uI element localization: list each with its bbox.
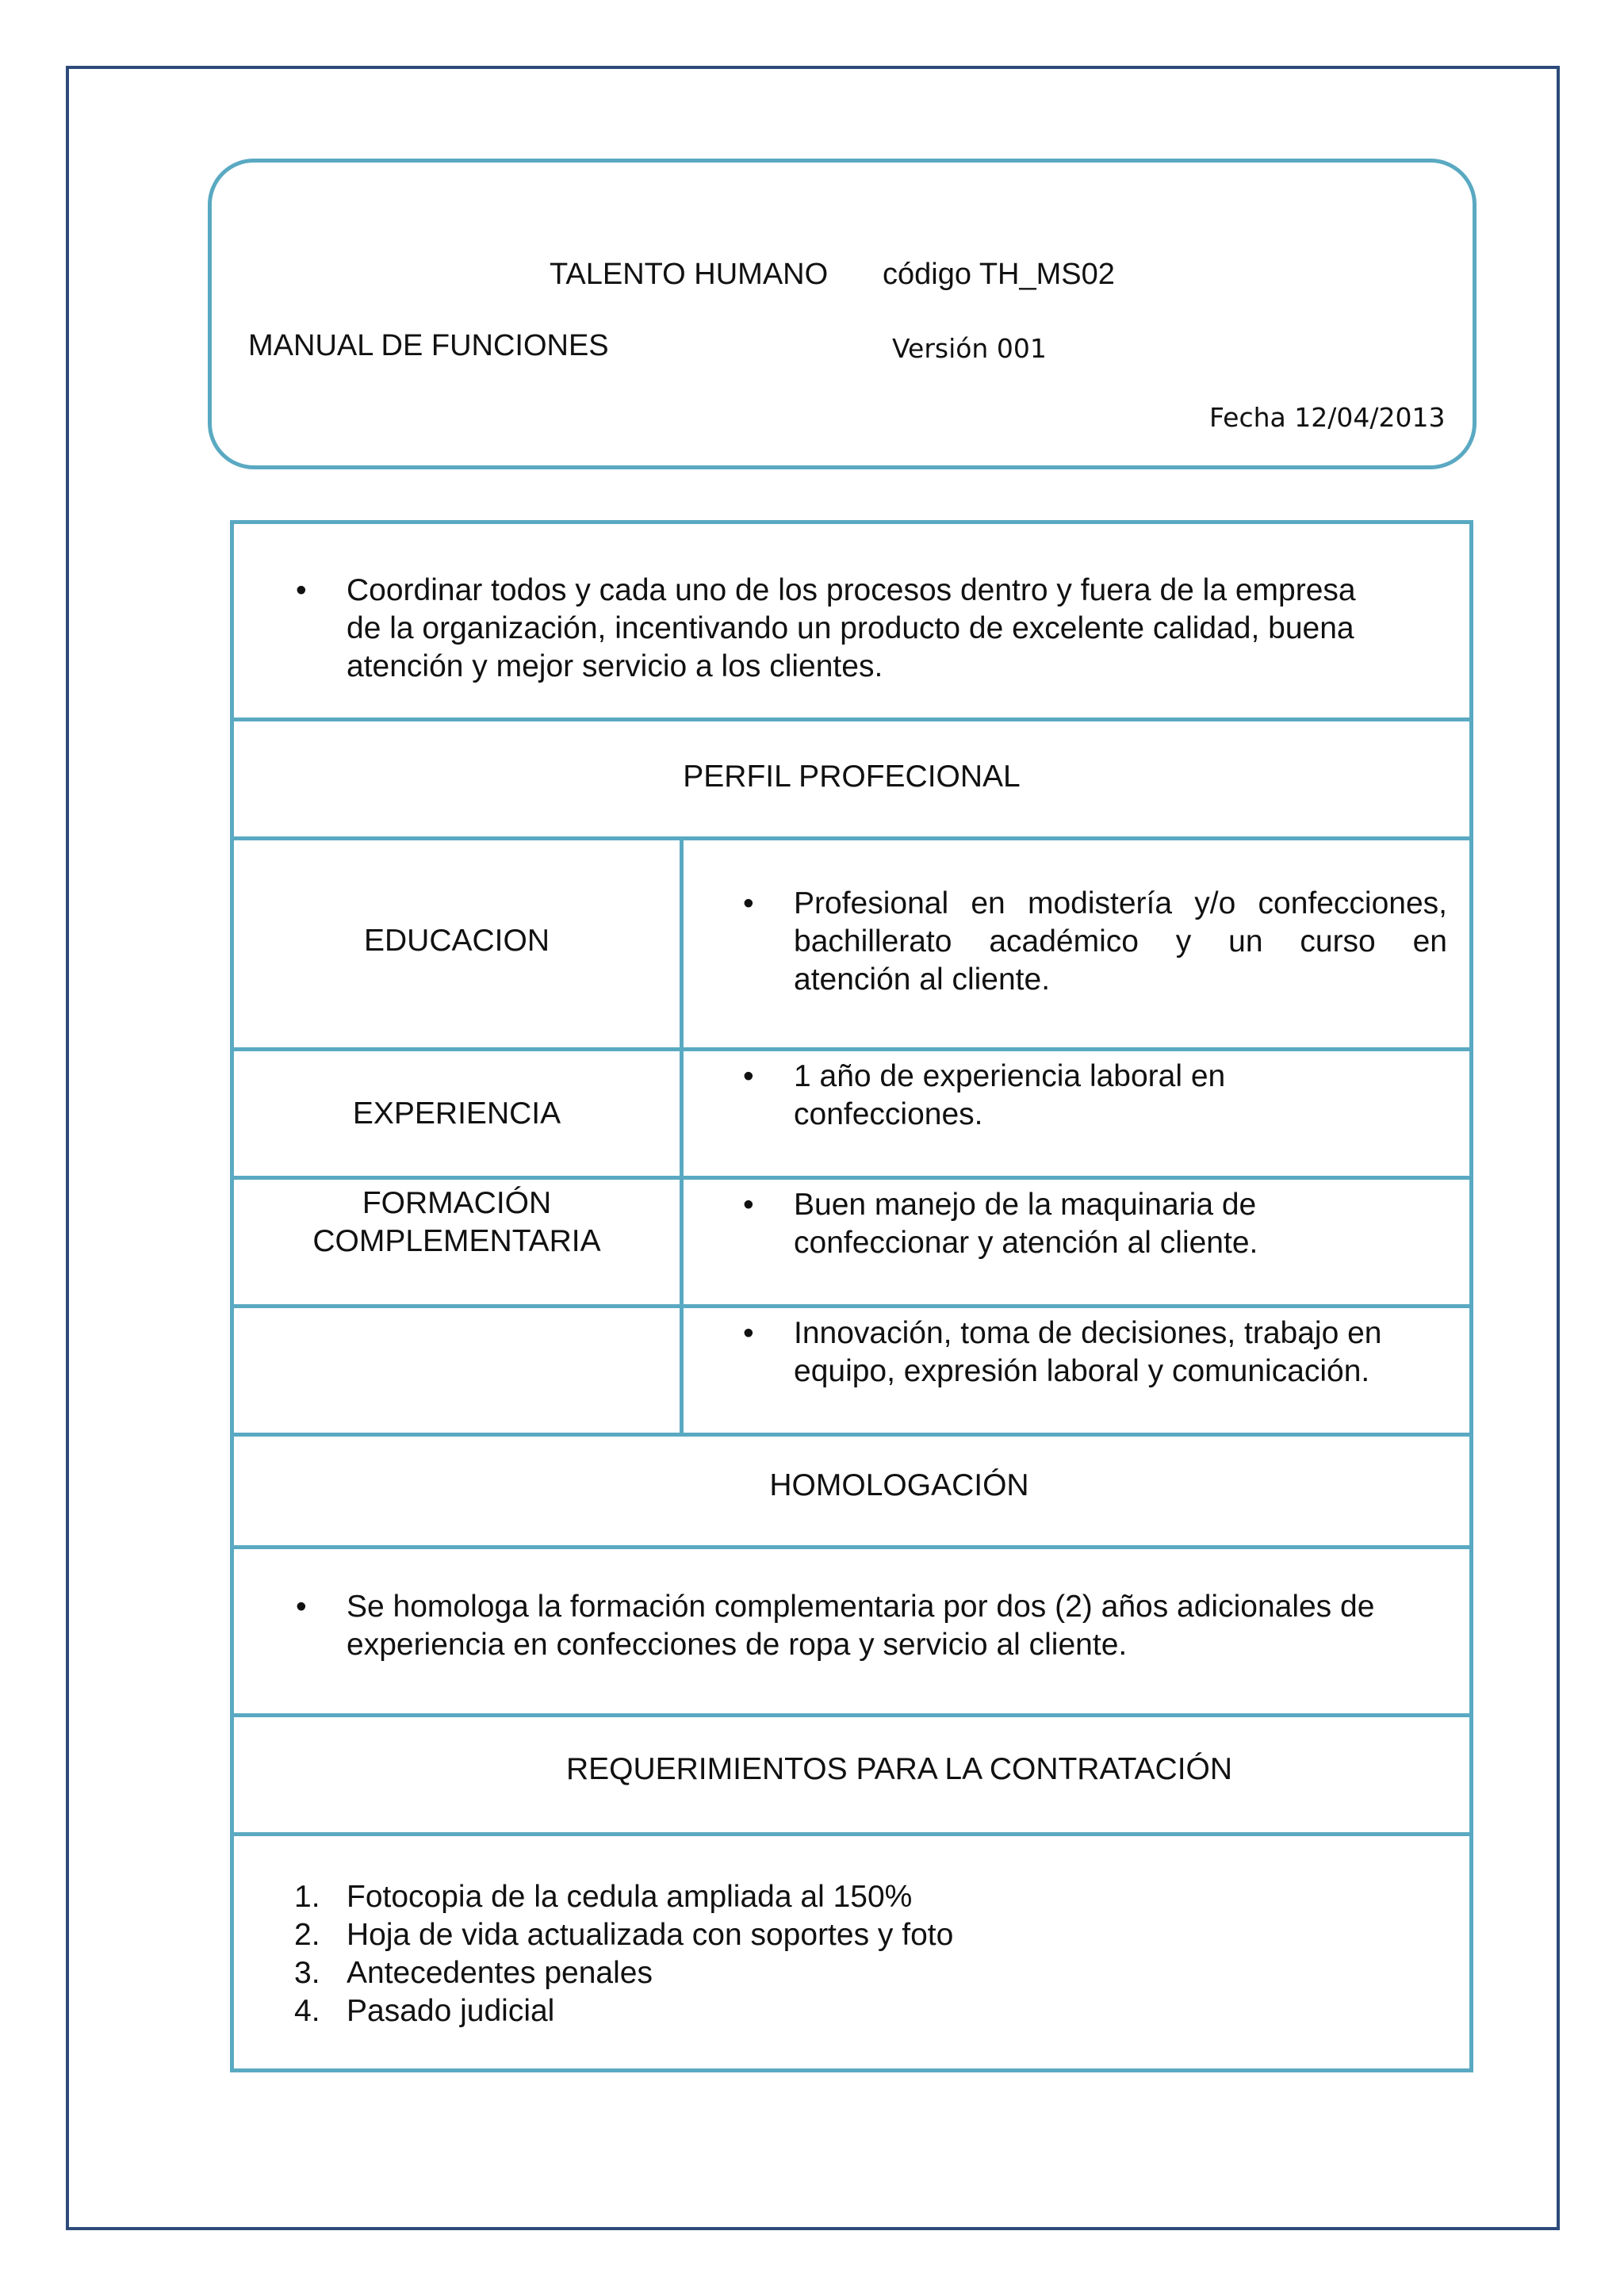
- text-line: equipo, expresión laboral y comunicación.: [794, 1354, 1370, 1388]
- text-line: COMPLEMENTARIA: [312, 1224, 601, 1258]
- bullet-icon: •: [743, 1316, 754, 1350]
- row-divider: [234, 1304, 1469, 1308]
- document-version: Versión 001: [892, 333, 1047, 364]
- column-divider: [680, 836, 684, 1437]
- row-divider: [234, 718, 1469, 721]
- document-code: código TH_MS02: [883, 258, 1115, 291]
- profile-title: PERFIL PROFECIONAL: [683, 760, 1021, 794]
- skills-text: [794, 1314, 1447, 1391]
- list-item: Antecedentes penales: [347, 1956, 653, 1990]
- bullet-icon: •: [296, 1590, 307, 1624]
- functions-table: [230, 520, 1473, 2072]
- training-text: [794, 1186, 1447, 1262]
- text-line: Buen manejo de la maquinaria de: [794, 1188, 1257, 1222]
- text-line: Innovación, toma de decisiones, trabajo en: [794, 1316, 1382, 1350]
- list-item: Pasado judicial: [347, 1994, 555, 2028]
- document-date: Fecha 12/04/2013: [1209, 402, 1446, 433]
- text-line: Profesional en modistería y/o confecciones,: [794, 886, 1447, 920]
- text-line: de la organización, incentivando un producto de excelente calidad, buena: [347, 611, 1354, 645]
- list-number: 2.: [294, 1918, 320, 1952]
- text-line: confecciones.: [794, 1097, 983, 1131]
- education-text: [794, 885, 1447, 961]
- experience-label: EXPERIENCIA: [352, 1096, 561, 1131]
- text-line: Coordinar todos y cada uno de los procesos dentro y fuera de la empresa: [347, 573, 1356, 607]
- row-divider: [234, 1713, 1469, 1717]
- list-number: 4.: [294, 1994, 320, 2028]
- text-line: experiencia en confecciones de ropa y servicio al cliente.: [347, 1628, 1128, 1662]
- bullet-icon: •: [743, 886, 754, 920]
- row-divider: [234, 836, 1469, 840]
- bullet-icon: •: [743, 1188, 754, 1222]
- list-number: 1.: [294, 1880, 320, 1914]
- bullet-icon: •: [296, 573, 307, 607]
- text-line: 1 año de experiencia laboral en: [794, 1059, 1226, 1093]
- list-number: 3.: [294, 1956, 320, 1990]
- bullet-icon: •: [743, 1059, 754, 1093]
- row-divider: [234, 1832, 1469, 1836]
- list-item: Fotocopia de la cedula ampliada al 150%: [347, 1880, 913, 1914]
- homologation-title: HOMOLOGACIÓN: [769, 1468, 1029, 1502]
- requirements-title: REQUERIMIENTOS PARA LA CONTRATACIÓN: [565, 1752, 1233, 1786]
- text-line: bachillerato académico y un curso en: [794, 924, 1447, 959]
- training-label: [234, 1184, 680, 1261]
- manual-title: MANUAL DE FUNCIONES: [248, 329, 609, 362]
- experience-text: [794, 1058, 1447, 1134]
- document-header: [208, 159, 1477, 469]
- text-line: atención al cliente.: [794, 962, 1051, 997]
- education-label: EDUCACION: [363, 924, 550, 958]
- row-divider: [234, 1047, 1469, 1051]
- row-divider: [234, 1545, 1469, 1549]
- list-item: Hoja de vida actualizada con soportes y foto: [347, 1918, 954, 1952]
- row-divider: [234, 1433, 1469, 1437]
- homologation-text: [347, 1588, 1457, 1664]
- department-title: TALENTO HUMANO: [550, 258, 829, 291]
- objective-text: [347, 572, 1441, 686]
- text-line: confeccionar y atención al cliente.: [794, 1226, 1258, 1260]
- text-line: atención y mejor servicio a los clientes.: [347, 649, 883, 683]
- text-line: FORMACIÓN: [362, 1186, 552, 1220]
- row-divider: [234, 1176, 1469, 1180]
- text-line: Se homologa la formación complementaria por dos (2) años adicionales de: [347, 1590, 1375, 1624]
